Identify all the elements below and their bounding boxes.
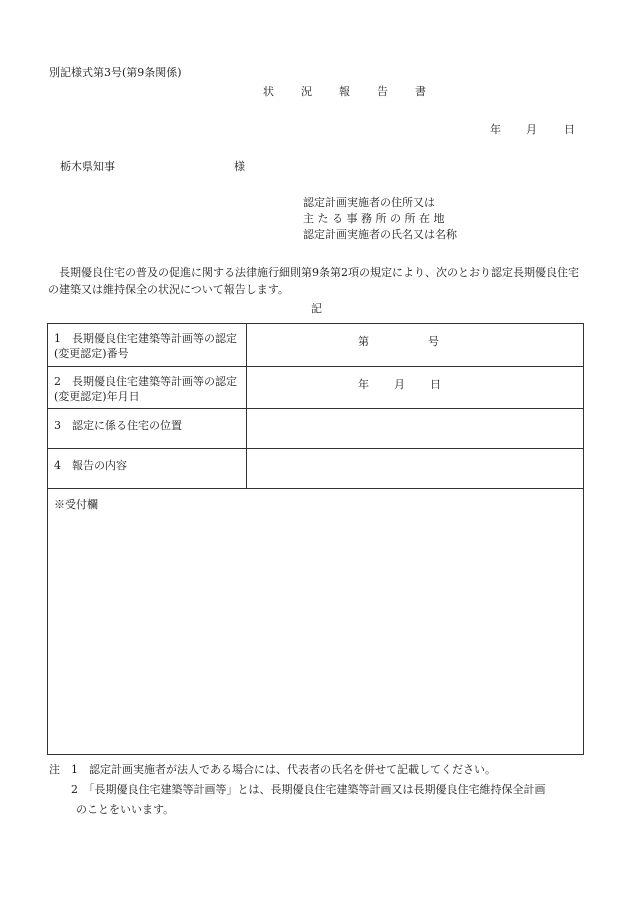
table-row	[48, 324, 583, 367]
row-label-report-content: 4 報告の内容	[54, 459, 127, 472]
report-table	[47, 323, 584, 755]
cert-date-month: 月	[394, 378, 405, 391]
applicant-name-label: 認定計画実施者の氏名又は名称	[303, 228, 457, 241]
applicant-address-label: 認定計画実施者の住所又は	[303, 196, 435, 209]
date-line	[490, 123, 575, 137]
column-divider	[246, 409, 247, 448]
table-row	[48, 449, 583, 489]
cert-date-day: 日	[430, 378, 441, 391]
body-text: 長期優良住宅の普及の促進に関する法律施行細則第9条第2項の規定により、次のとおり認定長期優良住宅の建築又は維持保全の状況について報告します。	[48, 266, 579, 296]
date-month: 月	[526, 123, 537, 136]
applicant-office-label: 主たる事務所の所在地	[303, 212, 448, 225]
table-row	[48, 409, 583, 449]
addressee-honorific: 様	[234, 160, 245, 173]
column-divider	[246, 449, 247, 488]
row-label-cert-date: 2 長期優良住宅建築等計画等の認定(変更認定)年月日	[54, 375, 237, 403]
date-day: 日	[564, 123, 575, 136]
cert-date-year: 年	[358, 378, 369, 391]
page-title: 状 況 報 告 書	[263, 85, 434, 98]
column-divider	[246, 324, 247, 366]
form-number: 別記様式第3号(第9条関係)	[49, 66, 182, 79]
ki-marker: 記	[311, 302, 322, 315]
addressee-name: 栃木県知事	[60, 160, 115, 173]
receipt-label: ※受付欄	[54, 498, 98, 511]
date-year: 年	[490, 123, 501, 136]
note-2: 2 「長期優良住宅建築等計画等」とは、長期優良住宅建築等計画又は長期優良住宅維持保全計画	[49, 783, 546, 796]
note-1: 注 1 認定計画実施者が法人である場合には、代表者の氏名を併せて記載してください。	[49, 763, 496, 776]
cert-number-go: 号	[428, 335, 439, 348]
applicant-block	[303, 195, 457, 243]
note-2-continued: のことをいいます。	[76, 803, 175, 816]
column-divider	[246, 367, 247, 408]
table-row	[48, 367, 583, 409]
row-label-location: 3 認定に係る住宅の位置	[54, 419, 182, 432]
row-label-cert-number: 1 長期優良住宅建築等計画等の認定(変更認定)番号	[54, 332, 237, 360]
cert-number-dai: 第	[358, 335, 369, 348]
notes	[49, 760, 589, 820]
